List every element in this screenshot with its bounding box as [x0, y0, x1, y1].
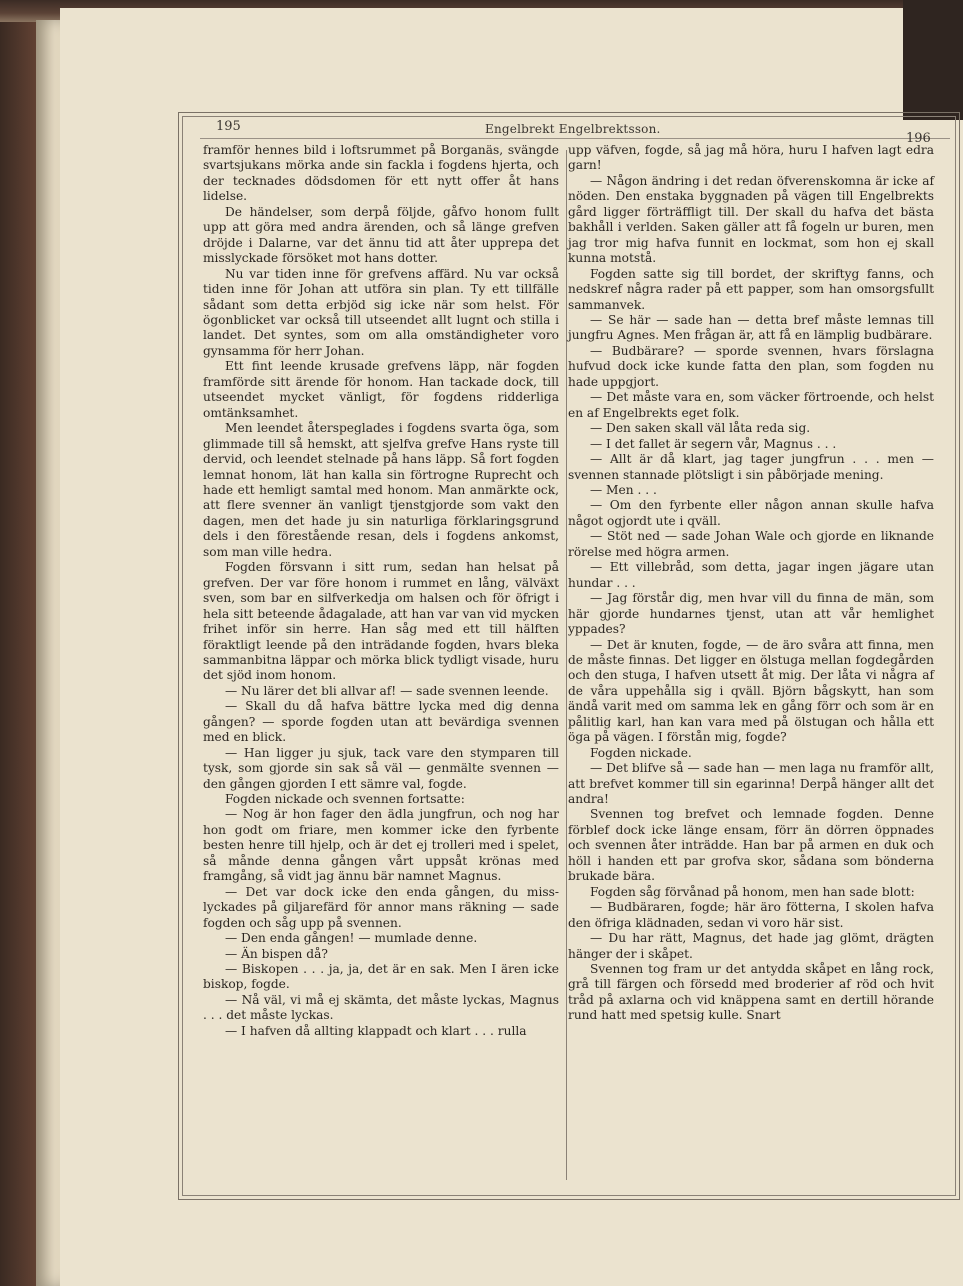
- right-text-column: [568, 143, 934, 1024]
- left-page-number: 195: [216, 119, 241, 134]
- paragraph: — Du har rätt, Magnus, det hade jag glömt, drägten hänger der i skåpet.: [568, 931, 934, 961]
- paragraph: — Den saken skall väl låta reda sig.: [590, 421, 811, 436]
- paragraph: — Det blifve så — sade han — men laga nu framför allt, att brefvet kommer till sin egarinna! Derpå hänger allt det andra!: [568, 761, 934, 807]
- paragraph: — Budbärare? — sporde svennen, hvars förslagna hufvud dock icke kunde fatta den plan, som fogden nu hade uppgjort.: [568, 343, 934, 389]
- paragraph: Ett fint leende krusade grefvens läpp, när fogden framförde sitt ärende för honom. Han tackade dock, till utseendet mycket vänligt, för fogdens ridderliga omtänksamhet.: [203, 359, 559, 420]
- paragraph: — I hafven då allting klappadt och klart . . . rulla: [225, 1023, 527, 1038]
- paragraph: Fogden försvann i sitt rum, sedan han helsat på grefven. Der var före honom i rummet en lång, välväxt sven, som bar en silfverkedja om halsen och för öfrigt i hela sitt beteende ådagalade, att han var van vid mycken frihet inför sin herre. Han såg med ett till hälften föraktligt leende på den inträdande fogden, hvars bleka sammanbitna läppar och mörka blick tydligt visade, huru det sjöd inom honom.: [203, 560, 559, 683]
- paragraph: — Den enda gången! — mumlade denne.: [225, 931, 478, 946]
- column-divider: [566, 150, 567, 1180]
- paragraph: Fogden satte sig till bordet, der skriftyg fanns, och nedskref några rader på ett papper, som han omsorgsfullt sammanvek.: [568, 266, 934, 312]
- paragraph: — Se här — sade han — detta bref måste lemnas till jungfru Agnes. Men frågan är, att få en lämplig budbärare.: [568, 312, 934, 343]
- paragraph: — Ett villebråd, som detta, jagar ingen jägare utan hundar . . .: [568, 560, 934, 590]
- paragraph: — Det måste vara en, som väcker förtroende, och helst en af Engelbrekts eget folk.: [568, 390, 934, 420]
- paragraph: — Han ligger ju sjuk, tack vare den stymparen till tysk, som gjorde sin sak så väl — genmälte svennen — den gången gjorden I ett sämre val, fogde.: [203, 745, 559, 791]
- paragraph: — Nå väl, vi må ej skämta, det måste lyckas, Magnus . . . det måste lyckas.: [203, 992, 559, 1023]
- paragraph: — Någon ändring i det redan öfverenskomna är icke af nöden. Den enstaka byggnaden på vägen till Engelbrekts gård ligger förträffligt till. Der skall du hafva det bästa bakhåll i verlden. Saken gäller att få fogeln ur buren, men jag tror mig hafva funnit en lockmat, som hon ej skall kunna motstå.: [568, 173, 934, 266]
- paragraph: — Allt är då klart, jag tager jungfrun . . . men — svennen stannade plötsligt i sin påbörjade mening.: [568, 452, 934, 482]
- paragraph: — Stöt ned — sade Johan Wale och gjorde en liknande rörelse med högra armen.: [568, 529, 934, 559]
- paragraph: — Skall du då hafva bättre lycka med dig denna gången? — sporde fogden utan att bevärdiga svennen med en blick.: [203, 699, 559, 745]
- paragraph: Fogden nickade.: [590, 745, 692, 760]
- paragraph: — I det fallet är segern vår, Magnus . . .: [590, 436, 837, 451]
- paragraph: upp väfven, fogde, så jag må höra, huru I hafven lagt edra garn!: [568, 143, 934, 173]
- paragraph: — Jag förstår dig, men hvar vill du finna de män, som här gjorde hundarnes tjenst, utan att vår hemlighet yppades?: [568, 591, 934, 637]
- paragraph: — Det är knuten, fogde, — de äro svåra att finna, men de måste finnas. Det ligger en ölstuga mellan fogdegården och den stuga, I hafven utsett åt mig. Der låta vi några af de våra uppehålla sig i qväll. Björn bågskytt, han som ändå varit med om samma lek en gång förr och som är en pålitlig karl, han kan vara med på ölstugan och hålla ett öga på vägen. I förstån mig, fogde?: [568, 637, 934, 745]
- paragraph: — Nog är hon fager den ädla jungfrun, och nog har hon godt om friare, men kommer icke den fyrbente besten henre till hjelp, och är det ej trolleri med i spelet, så månde denna gången vårt uppsåt krönas med framgång, så vidt jag ännu bär namnet Magnus.: [203, 807, 559, 884]
- right-page-number: 196: [906, 131, 931, 146]
- paragraph: Nu var tiden inne för grefvens affärd. Nu var också tiden inne för Johan att utföra sin plan. Ty ett tillfälle sådant som detta erbjöd sig icke när som helst. För ögonblicket var också till utseendet allt lugnt och stilla i landet. Det syntes, som om alla omständigheter voro gynsamma för herr Johan.: [203, 266, 559, 358]
- running-title: Engelbrekt Engelbrektsson.: [485, 122, 661, 136]
- paragraph: — Det var dock icke den enda gången, du misslyckades på giljarefärd för annor mans räkning — sade fogden och såg upp på svennen.: [203, 884, 559, 930]
- header-rule: [200, 138, 950, 139]
- paragraph: — Men . . .: [590, 482, 657, 497]
- paragraph: — Än bispen då?: [225, 946, 328, 961]
- left-text-column: [203, 143, 559, 1039]
- paragraph: — Biskopen . . . ja, ja, det är en sak. Men I ären icke biskop, fogde.: [203, 962, 559, 992]
- paragraph: Fogden nickade och svennen fortsatte:: [225, 792, 465, 807]
- binding-corner: [903, 0, 963, 120]
- paragraph: Men leendet återspeglades i fogdens svarta öga, som glimmade till så hemskt, att sjelfva grefve Hans ryste till dervid, och leendet stelnade på hans läpp. Så fort fogden lemnat honom, lät han kalla sin förtrogne Ruprecht och hade ett hemligt samtal med honom. Man anmärkte ock, att flere svenner än vanligt tjenstgjorde som vakt den dagen, men det hade ju sin naturliga förklaringsgrund dels i den förestående resan, dels i fogdens ankomst, som man ville hedra.: [203, 421, 559, 559]
- paragraph: — Budbäraren, fogde; här äro fötterna, I skolen hafva den öfriga klädnaden, sedan vi voro här sist.: [568, 900, 934, 930]
- paragraph: Svennen tog fram ur det antydda skåpet en lång rock, grå till färgen och försedd med broderier af röd och hvit tråd på axlarna och vid knäppena samt en dertill hörande rund hatt med spetsig kulle. Snart: [568, 962, 934, 1023]
- paragraph: Svennen tog brefvet och lemnade fogden. Denne förblef dock icke länge ensam, förr än dörren öppnades och svennen åter inträdde. Han bar på armen en duk och höll i handen ett par grofva skor, sådana som bönderna brukade bära.: [568, 807, 934, 884]
- paragraph: Fogden såg förvånad på honom, men han sade blott:: [590, 884, 915, 899]
- paragraph: De händelser, som derpå följde, gåfvo honom fullt upp att göra med andra ärenden, och så länge grefven dröjde i Dalarne, var det ännu tid att åter upprepa det misslyckade försöket mot hans dotter.: [203, 204, 559, 266]
- paragraph: — Nu lärer det bli allvar af! — sade svennen leende.: [225, 683, 549, 698]
- paragraph: framför hennes bild i loftsrummet på Borganäs, svängde svartsjukans mörka ande sin fackla i fogdens hjerta, och der tecknades dödsdomen för ett nytt offer åt hans lidelse.: [203, 143, 559, 204]
- paragraph: — Om den fyrbente eller någon annan skulle hafva något ogjordt ute i qväll.: [568, 498, 934, 528]
